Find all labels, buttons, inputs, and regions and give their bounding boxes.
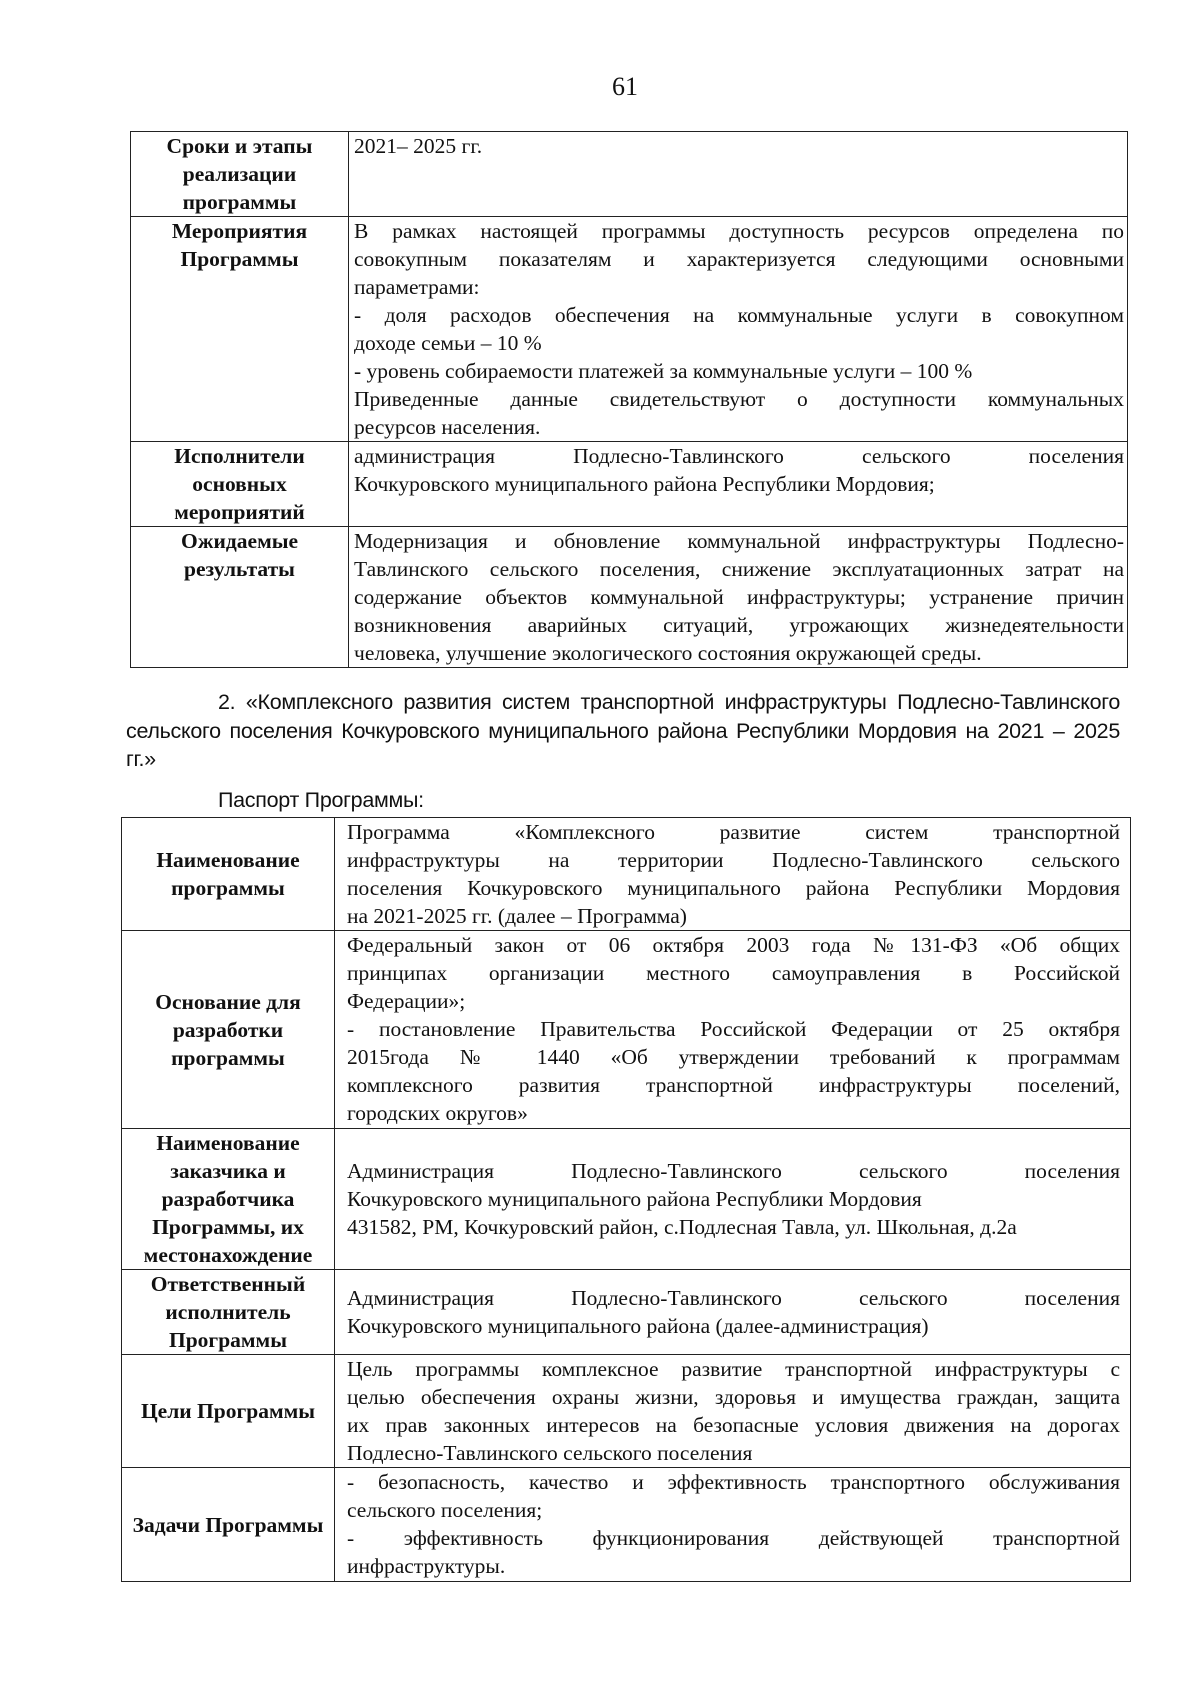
value-line: на 2021-2025 гг. (далее – Программа)	[347, 904, 687, 928]
row-label-program-name: Наименование программы	[122, 818, 335, 931]
value-line: Цель программы комплексное развитие транспортной инфраструктуры с	[347, 1357, 1120, 1381]
value-line: Кочкуровского муниципального района (далее-администрация)	[347, 1314, 929, 1338]
row-label-results: Ожидаемые результаты	[131, 527, 349, 668]
row-value-responsible	[335, 1270, 1131, 1355]
row-label-executors: Исполнители основных мероприятий	[131, 442, 349, 527]
value-line: Администрация Подлесно-Тавлинского сельского поселения	[347, 1159, 1120, 1183]
table-row	[122, 1468, 1131, 1582]
value-line: Подлесно-Тавлинского сельского поселения	[347, 1441, 753, 1465]
value-line: Кочкуровского муниципального района Республики Мордовия;	[354, 472, 935, 496]
row-value-terms	[349, 132, 1128, 217]
value-line: принципах организации местного самоуправления в Российской	[347, 961, 1120, 985]
row-label-tasks: Задачи Программы	[122, 1468, 335, 1582]
value-line: - постановление Правительства Российской Федерации от 25 октября	[347, 1017, 1120, 1041]
value-line: городских округов»	[347, 1101, 528, 1125]
page-number: 61	[612, 72, 638, 101]
row-label-terms: Сроки и этапы реализации программы	[131, 132, 349, 217]
value-line: - доля расходов обеспечения на коммунальные услуги в совокупном	[354, 303, 1124, 327]
value-line: В рамках настоящей программы доступность ресурсов определена по	[354, 219, 1124, 243]
value-line: параметрами:	[354, 275, 480, 299]
table-row	[131, 217, 1128, 442]
value-line: доходе семьи – 10 %	[354, 331, 542, 355]
value-line: 431582, РМ, Кочкуровский район, с.Подлесная Тавла, ул. Школьная, д.2а	[347, 1215, 1017, 1239]
value-line: целью обеспечения охраны жизни, здоровья и имущества граждан, защита	[347, 1385, 1120, 1409]
row-label-responsible: Ответственный исполнитель Программы	[122, 1270, 335, 1355]
row-value-executors	[349, 442, 1128, 527]
passport-caption: Паспорт Программы:	[218, 788, 424, 812]
section-intro	[126, 688, 1120, 774]
row-value-tasks	[335, 1468, 1131, 1582]
value-line: 2015года № 1440 «Об утверждении требований к программам	[347, 1045, 1120, 1069]
value-line: человека, улучшение экологического состояния окружающей среды.	[354, 641, 982, 665]
intro-line: 2. «Комплексного развития систем транспортной инфраструктуры Подлесно-Тавлинского	[218, 690, 1120, 714]
value-line: Тавлинского сельского поселения, снижение эксплуатационных затрат на	[354, 557, 1124, 581]
row-value-basis	[335, 931, 1131, 1129]
row-value-customer	[335, 1129, 1131, 1270]
value-line: Кочкуровского муниципального района Республики Мордовия	[347, 1187, 922, 1211]
value-line: Модернизация и обновление коммунальной инфраструктуры Подлесно-	[354, 529, 1124, 553]
value-line: - безопасность, качество и эффективность транспортного обслуживания	[347, 1470, 1120, 1494]
value-line: поселения Кочкуровского муниципального района Республики Мордовия	[347, 876, 1120, 900]
table-row	[122, 818, 1131, 931]
value-line: сельского поселения;	[347, 1498, 543, 1522]
row-label-goals: Цели Программы	[122, 1355, 335, 1468]
value-line: возникновения аварийных ситуаций, угрожающих жизнедеятельности	[354, 613, 1124, 637]
value-line: Программа «Комплексного развитие систем транспортной	[347, 820, 1120, 844]
value-line: Приведенные данные свидетельствуют о доступности коммунальных	[354, 387, 1124, 411]
row-value-activities	[349, 217, 1128, 442]
value-line: содержание объектов коммунальной инфраструктуры; устранение причин	[354, 585, 1124, 609]
row-value-results	[349, 527, 1128, 668]
table-row	[131, 527, 1128, 668]
transport-program-passport-table	[121, 817, 1131, 1582]
intro-line: гг.»	[126, 747, 156, 771]
value-line: инфраструктуры на территории Подлесно-Тавлинского сельского	[347, 848, 1120, 872]
table-row	[122, 931, 1131, 1129]
intro-line: сельского поселения Кочкуровского муниципального района Республики Мордовия на 2021 – 2025	[126, 718, 1120, 743]
row-value-program-name	[335, 818, 1131, 931]
value-line: Федерации»;	[347, 989, 466, 1013]
row-label-activities: Мероприятия Программы	[131, 217, 349, 442]
value-line: их прав законных интересов на безопасные условия движения на дорогах	[347, 1413, 1120, 1437]
value-line: комплексного развития транспортной инфраструктуры поселений,	[347, 1073, 1120, 1097]
value-line: ресурсов населения.	[354, 415, 541, 439]
row-label-basis: Основание для разработки программы	[122, 931, 335, 1129]
table-row	[122, 1129, 1131, 1270]
utilities-program-table	[130, 131, 1128, 668]
value-line: Федеральный закон от 06 октября 2003 года №131-ФЗ «Об общих	[347, 933, 1120, 957]
value-line: Администрация Подлесно-Тавлинского сельского поселения	[347, 1286, 1120, 1310]
value-line: совокупным показателям и характеризуется следующими основными	[354, 247, 1124, 271]
value-line: администрация Подлесно-Тавлинского сельского поселения	[354, 444, 1124, 468]
value-line: инфраструктуры.	[347, 1554, 506, 1578]
table-row	[122, 1355, 1131, 1468]
table-row	[122, 1270, 1131, 1355]
row-value-goals	[335, 1355, 1131, 1468]
table-row	[131, 442, 1128, 527]
row-label-customer: Наименование заказчика и разработчика Программы, их местонахождение	[122, 1129, 335, 1270]
table-row	[131, 132, 1128, 217]
value-line: 2021– 2025 гг.	[354, 134, 483, 158]
value-line: - эффективность функционирования действующей транспортной	[347, 1526, 1120, 1550]
value-line: - уровень собираемости платежей за коммунальные услуги – 100 %	[354, 359, 973, 383]
